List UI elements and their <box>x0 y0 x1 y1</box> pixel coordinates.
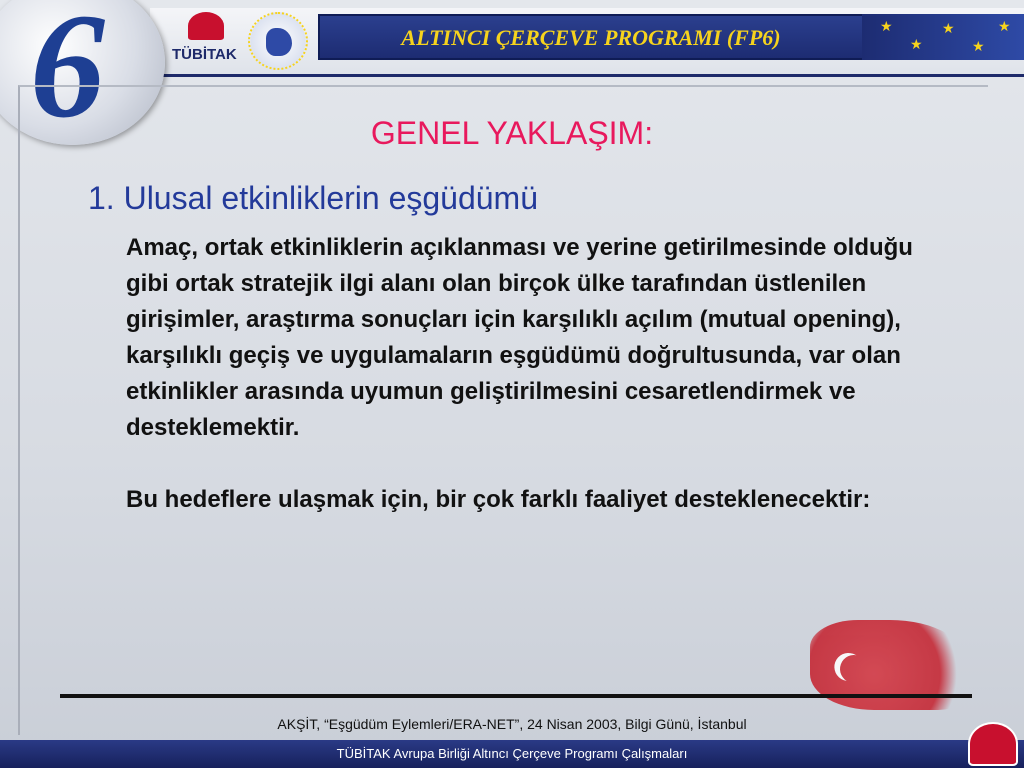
section-title: 1. Ulusal etkinliklerin eşgüdümü <box>88 180 538 216</box>
body-paragraph-2: Bu hedeflere ulaşmak için, bir çok farklı faaliyet desteklenecektir: <box>126 486 871 513</box>
program-title-banner <box>318 14 864 60</box>
footer-divider <box>60 694 972 698</box>
tubitak-logo <box>170 12 250 70</box>
tubitak-logo-mark-icon <box>188 12 224 40</box>
body-text <box>126 230 946 518</box>
paragraph-spacer <box>126 446 946 482</box>
star-icon: ★ <box>880 18 893 34</box>
star-icon: ★ <box>942 20 955 36</box>
star-icon: ★ <box>972 38 985 54</box>
crescent-icon <box>836 651 872 687</box>
slide-heading: GENEL YAKLAŞIM: <box>370 115 654 151</box>
tubitak-logo-text: TÜBİTAK <box>172 46 237 63</box>
eu-flag-strip <box>862 14 1024 60</box>
header-bar <box>150 8 1024 77</box>
fp6-logo-digit: 6 <box>30 0 105 149</box>
star-icon: ★ <box>998 18 1011 34</box>
footer-bar <box>0 740 1024 768</box>
tubitak-footer-logo-icon <box>968 722 1018 766</box>
body-paragraph-1: Amaç, ortak etkinliklerin açıklanması ve yerine getirilmesinde olduğu gibi ortak stratejik ilgi alanı olan birçok ülke tarafından üstlenilen girişimler, araştırma sonuçları için karşılıklı açılım (mutual opening), karşılıklı geçiş ve uygulamaların eşgüdümü doğrultusunda, var olan etkinlikler arasında uyumun geliştirilmesini cesaretlendirmek ve desteklemektir. <box>126 234 913 441</box>
eu-stars-emblem-icon <box>248 12 308 70</box>
star-icon: ★ <box>910 36 923 52</box>
europe-map-icon <box>266 28 292 56</box>
footer-bar-text: TÜBİTAK Avrupa Birliği Altıncı Çerçeve Programı Çalışmaları <box>336 746 688 761</box>
citation-footnote: AKŞİT, “Eşgüdüm Eylemleri/ERA-NET”, 24 Nisan 2003, Bilgi Günü, İstanbul <box>277 716 747 732</box>
program-title: ALTINCI ÇERÇEVE PROGRAMI (FP6) <box>401 25 781 50</box>
